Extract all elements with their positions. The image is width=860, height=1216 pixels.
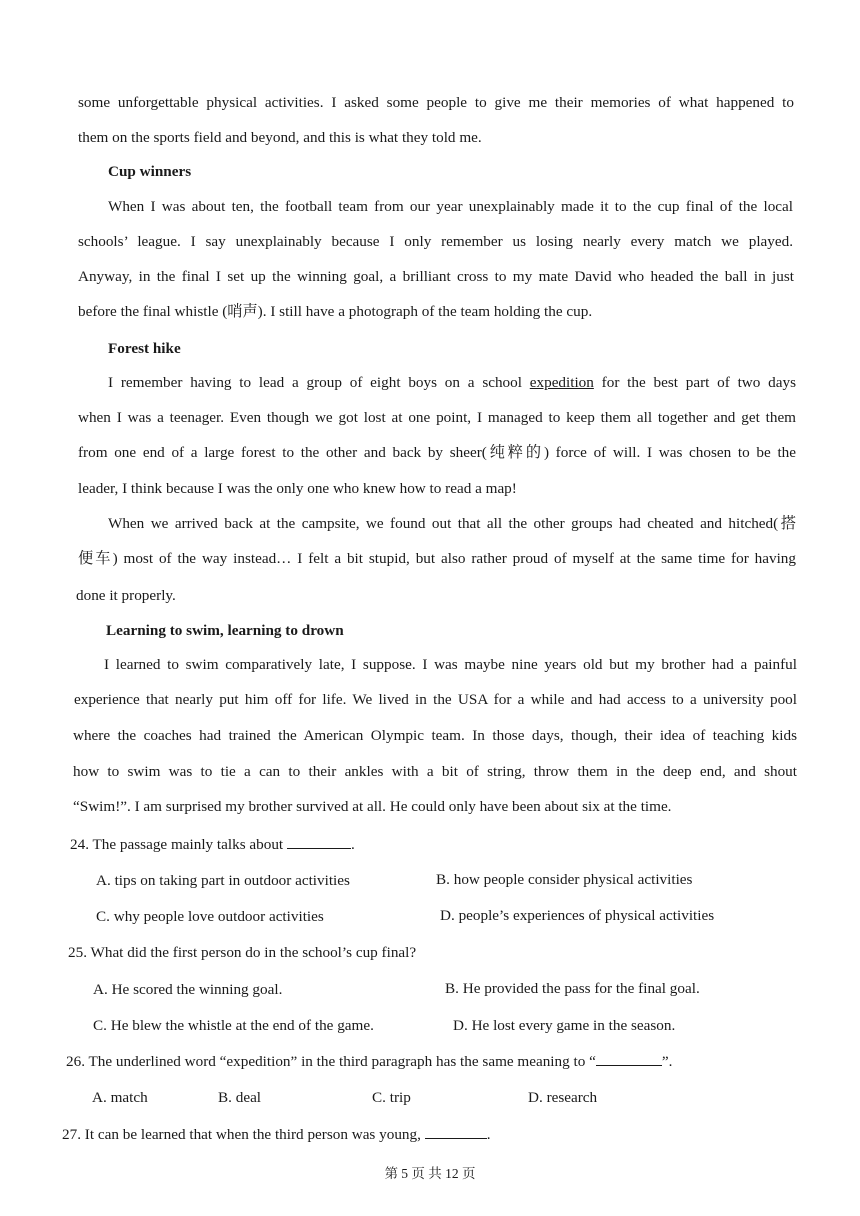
- answer-blank: [287, 836, 351, 849]
- option-letter: C.: [372, 1089, 386, 1106]
- option-letter: D.: [440, 907, 455, 924]
- option-letter: B.: [218, 1089, 232, 1106]
- option-text: match: [110, 1089, 148, 1106]
- option-letter: D.: [453, 1017, 468, 1034]
- question-26: [66, 1052, 672, 1072]
- swim-line-4: how to swim was to tie a can to their ankles with a bit of string, throw them in the deep end, and shout: [73, 763, 797, 780]
- cup-line-4: before the final whistle (哨声). I still have a photograph of the team holding the cup.: [78, 303, 593, 320]
- option-26-a[interactable]: [92, 1088, 148, 1108]
- option-text: He provided the pass for the final goal.: [462, 980, 700, 997]
- option-letter: C.: [93, 1017, 107, 1034]
- question-stem-end: .: [486, 1126, 491, 1143]
- option-24-d[interactable]: [440, 906, 714, 926]
- swim-line-3: where the coaches had trained the American Olympic team. In those days, though, their idea of teaching kids: [73, 727, 797, 744]
- option-letter: A.: [92, 1089, 107, 1106]
- question-27: [62, 1125, 491, 1145]
- option-letter: A.: [96, 872, 111, 889]
- cup-line-3: Anyway, in the final I set up the winning goal, a brilliant cross to my mate David who headed the ball in just: [78, 268, 794, 285]
- option-text: research: [546, 1089, 598, 1106]
- answer-blank: [596, 1053, 662, 1066]
- page-number-footer: 第 5 页 共 12 页: [384, 1166, 476, 1181]
- option-25-c[interactable]: [93, 1016, 374, 1036]
- option-letter: C.: [96, 908, 110, 925]
- forest-para2-line-3: done it properly.: [76, 587, 176, 604]
- question-stem-end: .: [350, 836, 355, 853]
- option-26-b[interactable]: [218, 1088, 261, 1108]
- option-26-c[interactable]: [372, 1088, 411, 1108]
- cup-line-2: schools’ league. I say unexplainably because I only remember us losing nearly every match we played.: [78, 233, 793, 250]
- option-text: why people love outdoor activities: [113, 908, 324, 925]
- question-number: 27.: [62, 1126, 81, 1143]
- intro-line-2: them on the sports field and beyond, and this is what they told me.: [78, 129, 482, 146]
- intro-line-1: some unforgettable physical activities. I asked some people to give me their memories of what happened to: [78, 94, 794, 111]
- question-stem: The passage mainly talks about: [92, 836, 284, 853]
- option-25-a[interactable]: [93, 980, 282, 1000]
- cup-line-1: When I was about ten, the football team from our year unexplainably made it to the cup final of the local: [108, 198, 793, 215]
- section-heading-learning-to-swim: Learning to swim, learning to drown: [106, 622, 344, 639]
- forest-line-2: when I was a teenager. Even though we got lost at one point, I managed to keep them all together and get them: [78, 409, 796, 426]
- question-number: 26.: [66, 1053, 85, 1070]
- forest-line-1-pre: I remember having to lead a group of eight boys on a school: [108, 374, 530, 391]
- swim-line-2: experience that nearly put him off for life. We lived in the USA for a while and had access to a university pool: [74, 691, 797, 708]
- forest-line-4: leader, I think because I was the only one who knew how to read a map!: [78, 480, 517, 497]
- underlined-word-expedition: expedition: [529, 374, 594, 391]
- forest-line-3: from one end of a large forest to the other and back by sheer(纯粹的) force of will. I was chosen to be the: [78, 444, 796, 461]
- forest-para2-line-1: When we arrived back at the campsite, we found out that all the other groups had cheated and hitched(搭: [108, 515, 796, 532]
- swim-line-5: “Swim!”. I am surprised my brother survived at all. He could only have been about six at the time.: [73, 798, 672, 815]
- section-heading-forest-hike: Forest hike: [108, 340, 181, 357]
- option-text: people’s experiences of physical activities: [458, 907, 715, 924]
- question-stem: The underlined word “expedition” in the third paragraph has the same meaning to “: [88, 1053, 596, 1070]
- option-text: He blew the whistle at the end of the game.: [110, 1017, 374, 1034]
- option-24-b[interactable]: [436, 870, 692, 890]
- question-stem: What did the first person do in the school’s cup final?: [90, 944, 417, 961]
- option-text: He lost every game in the season.: [471, 1017, 676, 1034]
- question-stem-end: ”.: [661, 1053, 673, 1070]
- question-24: [70, 835, 355, 855]
- option-25-d[interactable]: [453, 1016, 675, 1036]
- forest-line-1-post: for the best part of two days: [593, 374, 796, 391]
- option-24-c[interactable]: [96, 907, 324, 927]
- option-text: deal: [235, 1089, 262, 1106]
- option-text: tips on taking part in outdoor activities: [114, 872, 350, 889]
- swim-line-1: I learned to swim comparatively late, I suppose. I was maybe nine years old but my brother had a painful: [104, 656, 797, 673]
- question-number: 25.: [68, 944, 87, 961]
- option-letter: B.: [445, 980, 459, 997]
- forest-line-1: [108, 373, 796, 393]
- forest-para2-line-2: 便车) most of the way instead… I felt a bit stupid, but also rather proud of myself at the same time for having: [78, 550, 796, 567]
- answer-blank: [425, 1126, 487, 1139]
- option-24-a[interactable]: [96, 871, 350, 891]
- option-letter: D.: [528, 1089, 543, 1106]
- option-text: He scored the winning goal.: [111, 981, 283, 998]
- option-text: trip: [389, 1089, 411, 1106]
- option-26-d[interactable]: [528, 1088, 597, 1108]
- option-25-b[interactable]: [445, 979, 700, 999]
- option-letter: A.: [93, 981, 108, 998]
- option-letter: B.: [436, 871, 450, 888]
- question-stem: It can be learned that when the third person was young,: [84, 1126, 421, 1143]
- option-text: how people consider physical activities: [453, 871, 693, 888]
- question-number: 24.: [70, 836, 89, 853]
- question-25: [68, 943, 416, 963]
- section-heading-cup-winners: Cup winners: [108, 163, 192, 180]
